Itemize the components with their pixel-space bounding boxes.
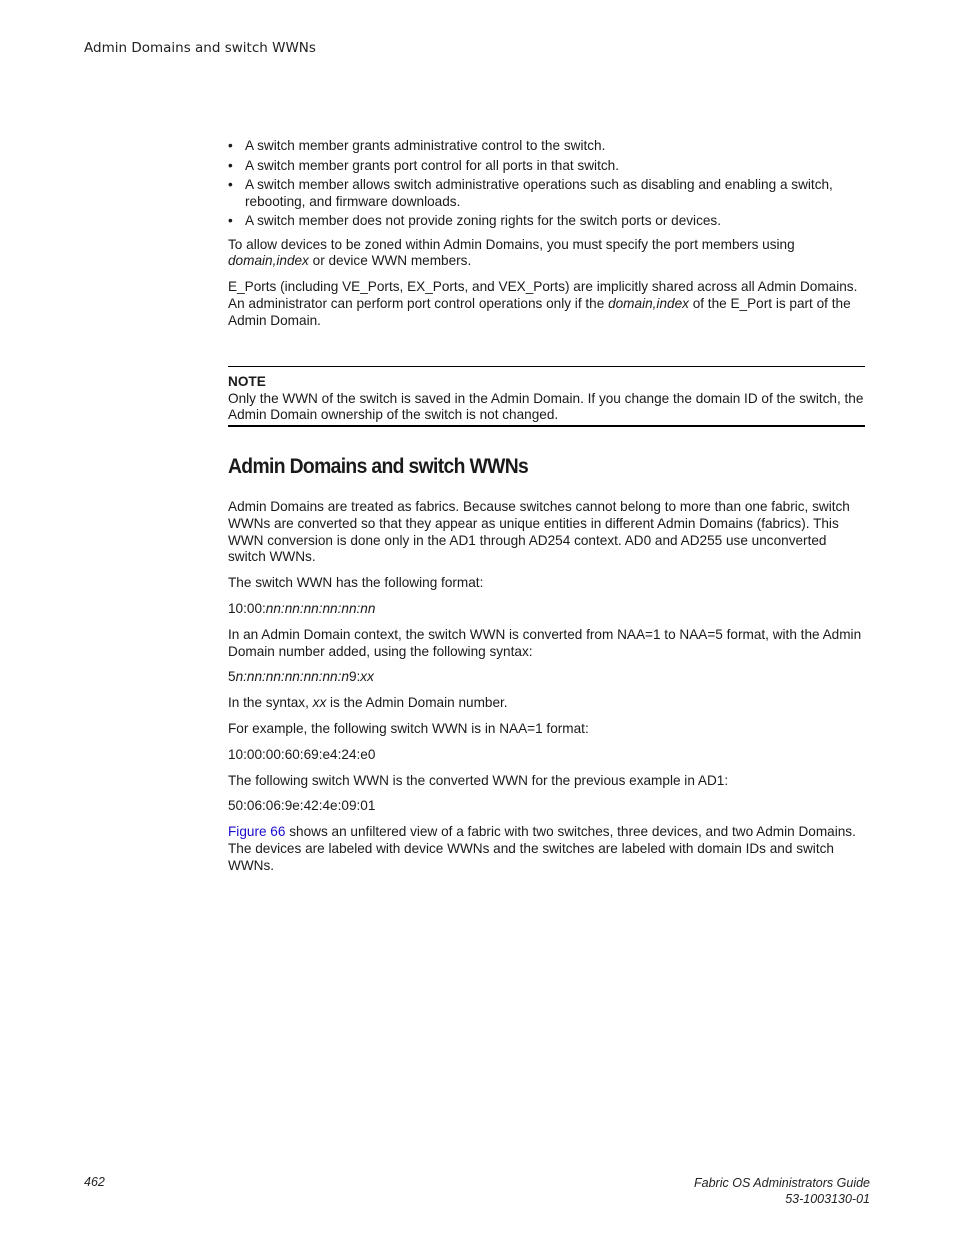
paragraph: For example, the following switch WWN is in NAA=1 format: bbox=[228, 720, 589, 736]
section-heading: Admin Domains and switch WWNs bbox=[228, 455, 529, 478]
footer-doc-info bbox=[694, 1175, 870, 1207]
bullet-item: • A switch member does not provide zoning rights for the switch ports or devices. bbox=[228, 213, 868, 230]
bullet-list bbox=[228, 138, 868, 230]
paragraph: Admin Domains are treated as fabrics. Because switches cannot belong to more than one fabric, switch WWNs are converted so that they appear as unique entities in different Admin Domains (fabrics). This WWN conversion is done only in the AD1 through AD254 context. AD0 and AD255 use unconverted switch WWNs. bbox=[228, 499, 850, 565]
wwn-example: 50:06:06:9e:42:4e:09:01 bbox=[228, 798, 376, 814]
bullet-item: • A switch member allows switch administrative operations such as disabling and enabling a switch, rebooting, and firmware downloads. bbox=[228, 177, 868, 210]
paragraph: In an Admin Domain context, the switch WWN is converted from NAA=1 to NAA=5 format, with the Admin Domain number added, using the following syntax: bbox=[228, 626, 862, 659]
note-label: NOTE bbox=[228, 374, 266, 389]
intro-content bbox=[228, 138, 868, 329]
doc-title: Fabric OS Administrators Guide bbox=[694, 1176, 870, 1190]
note-text: Only the WWN of the switch is saved in the Admin Domain. If you change the domain ID of the switch, the Admin Domain ownership of the switch is not changed. bbox=[228, 390, 864, 423]
note-box bbox=[228, 366, 865, 427]
section-body bbox=[228, 499, 868, 884]
paragraph: To allow devices to be zoned within Admin Domains, you must specify the port members using domain,index or device WWN members. bbox=[228, 236, 795, 269]
figure-link[interactable]: Figure 66 bbox=[228, 824, 286, 840]
bullet-item: • A switch member grants port control for all ports in that switch. bbox=[228, 158, 868, 175]
paragraph: The switch WWN has the following format: bbox=[228, 575, 484, 591]
paragraph: The following switch WWN is the converted WWN for the previous example in AD1: bbox=[228, 772, 729, 788]
paragraph: E_Ports (including VE_Ports, EX_Ports, and VEX_Ports) are implicitly shared across all Admin Domains. An administrator can perform port control operations only if the domain,index of the E_Port is part of the Admin Domain. bbox=[228, 279, 858, 328]
paragraph: Figure 66 shows an unfiltered view of a fabric with two switches, three devices, and two Admin Domains. The devices are labeled with device WWNs and the switches are labeled with domain IDs and switch WWNs. bbox=[228, 824, 856, 873]
doc-number: 53-1003130-01 bbox=[785, 1192, 870, 1206]
wwn-example: 10:00:00:60:69:e4:24:e0 bbox=[228, 746, 376, 762]
page-number: 462 bbox=[84, 1175, 105, 1189]
running-header: Admin Domains and switch WWNs bbox=[84, 40, 316, 56]
bullet-item: • A switch member grants administrative control to the switch. bbox=[228, 138, 868, 155]
wwn-format: 10:00:nn:nn:nn:nn:nn:nn bbox=[228, 600, 376, 616]
wwn-syntax: 5n:nn:nn:nn:nn:nn:n9:xx bbox=[228, 669, 374, 685]
paragraph: In the syntax, xx is the Admin Domain number. bbox=[228, 695, 508, 711]
